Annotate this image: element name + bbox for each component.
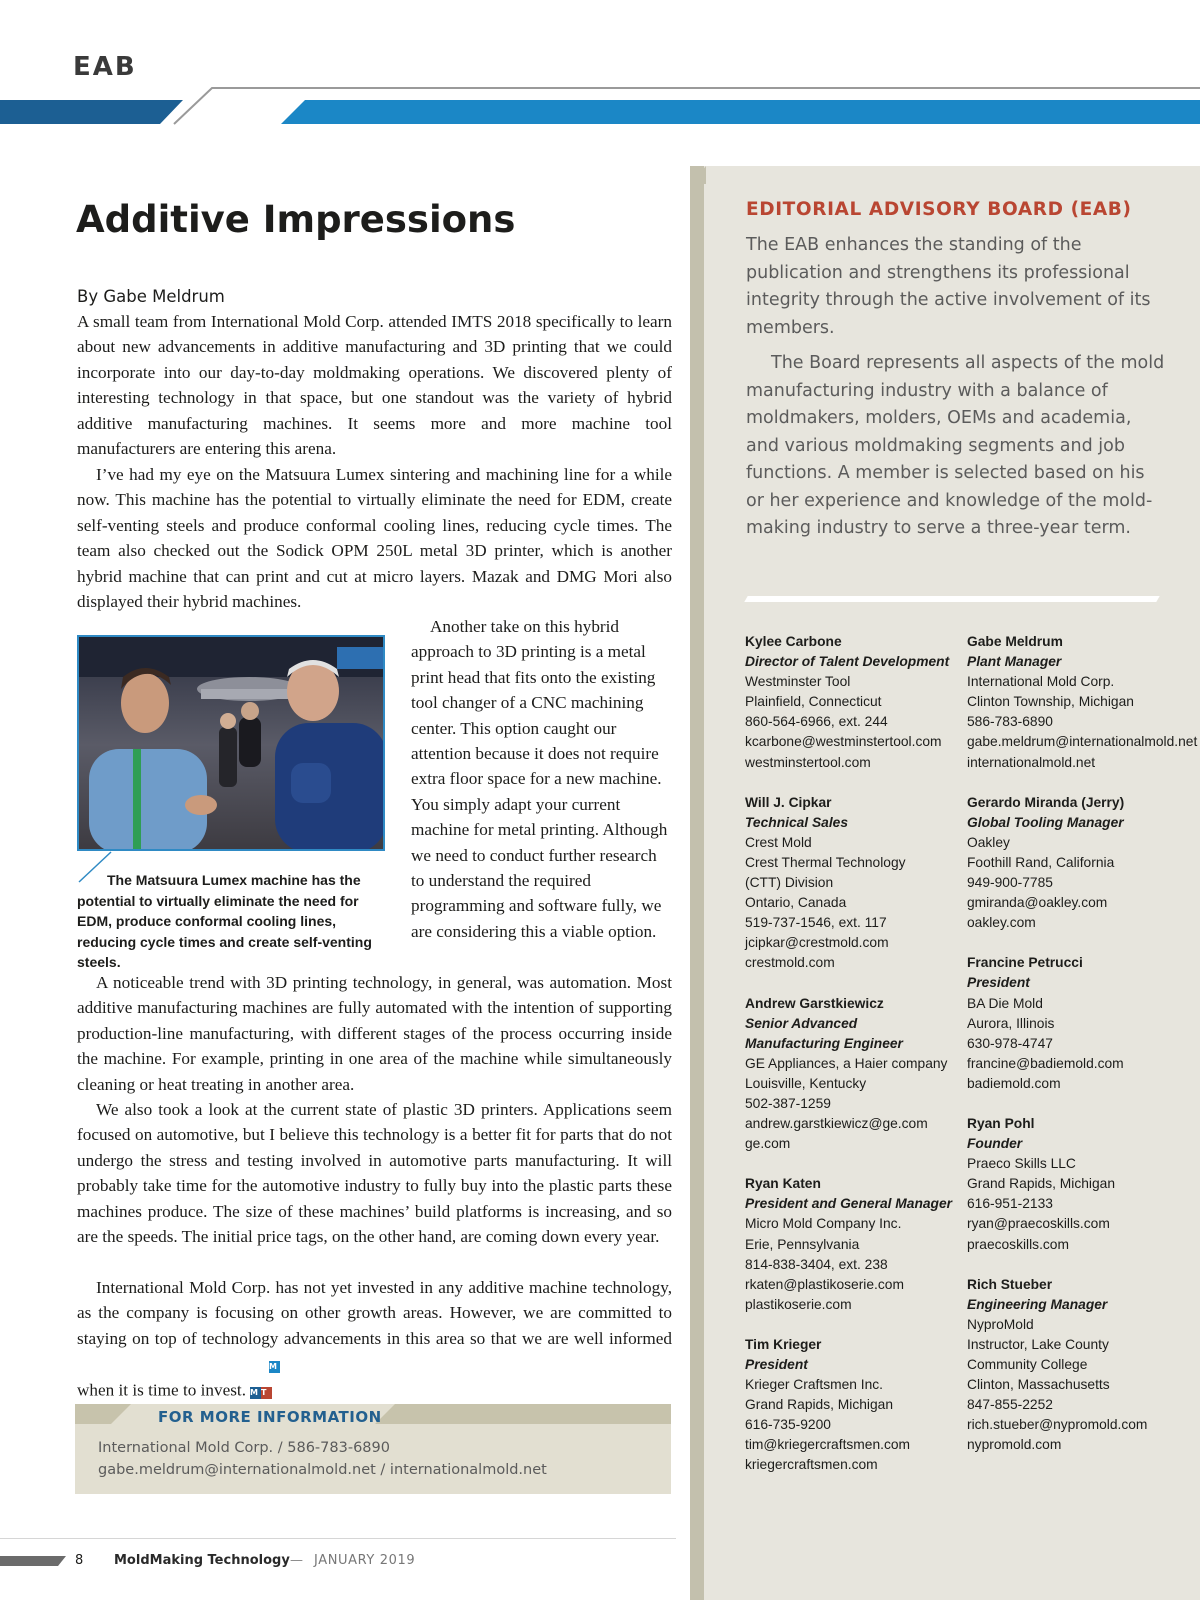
member-detail: Clinton Township, Michigan <box>967 694 1134 710</box>
eab-board-paragraph: The Board represents all aspects of the mold manufacturing industry with a balance of moldmakers, molders, OEMs and academia, and various moldmaking segments and job functions. A member is selected based on his or her experience and knowledge of the mold-making industry to serve a three-year term. <box>746 353 1165 538</box>
end-mark-letter: T <box>261 1387 272 1399</box>
member-job-title: Engineering Manager <box>967 1296 1108 1312</box>
member-detail: 519-737-1546, ext. 117 <box>745 915 887 931</box>
member-detail: 630-978-4747 <box>967 1035 1053 1051</box>
eab-members-right-column <box>967 632 1198 1475</box>
member-detail: BA Die Mold <box>967 995 1043 1011</box>
member-website[interactable]: westminstertool.com <box>745 754 871 770</box>
footer-slash-bar <box>0 1555 70 1567</box>
member-detail: GE Appliances, a Haier company <box>745 1055 948 1071</box>
eab-heading: EDITORIAL ADVISORY BOARD (EAB) <box>746 199 1132 220</box>
member-website[interactable]: badiemold.com <box>967 1075 1061 1091</box>
member-job-title: President and General Manager <box>745 1196 953 1212</box>
member-detail: Micro Mold Company Inc. <box>745 1216 902 1232</box>
page-number: 8 <box>75 1553 84 1568</box>
article-byline: By Gabe Meldrum <box>77 287 225 306</box>
more-info-web-line: gabe.meldrum@internationalmold.net / internationalmold.net <box>98 1462 547 1478</box>
member-website[interactable]: nypromold.com <box>967 1437 1062 1453</box>
eab-members-left-column <box>745 632 960 1496</box>
member-email[interactable]: ryan@praecoskills.com <box>967 1216 1110 1232</box>
member-detail: 949-900-7785 <box>967 875 1053 891</box>
member-detail: Louisville, Kentucky <box>745 1075 867 1091</box>
publication-name: MoldMaking Technology <box>114 1553 290 1568</box>
member-name: Andrew Garstkiewicz <box>745 995 884 1011</box>
member-email[interactable]: rich.stueber@nypromold.com <box>967 1417 1148 1433</box>
member-name: Tim Krieger <box>745 1336 822 1352</box>
eab-member-entry <box>745 632 960 773</box>
member-detail: Foothill Rand, California <box>967 854 1115 870</box>
member-email[interactable]: francine@badiemold.com <box>967 1055 1124 1071</box>
member-detail: Aurora, Illinois <box>967 1015 1055 1031</box>
more-info-heading: FOR MORE INFORMATION <box>158 1408 382 1426</box>
member-detail: 502-387-1259 <box>745 1095 831 1111</box>
eab-member-entry <box>967 632 1198 773</box>
issue-date: JANUARY 2019 <box>314 1553 416 1568</box>
member-detail: 814-838-3404, ext. 238 <box>745 1256 888 1272</box>
member-job-title: President <box>745 1357 808 1372</box>
member-detail: Crest Mold <box>745 834 812 850</box>
member-detail: Praeco Skills LLC <box>967 1156 1076 1172</box>
member-detail: (CTT) Division <box>745 875 834 891</box>
member-website[interactable]: ge.com <box>745 1136 791 1152</box>
member-job-title: Founder <box>967 1136 1023 1152</box>
eab-member-entry <box>745 793 960 974</box>
member-website[interactable]: plastikoserie.com <box>745 1296 852 1312</box>
member-detail: 860-564-6966, ext. 244 <box>745 714 888 730</box>
member-name: Will J. Cipkar <box>745 794 832 810</box>
eab-member-entry <box>967 1114 1182 1255</box>
article-title: Additive Impressions <box>76 198 516 241</box>
member-detail: Ontario, Canada <box>745 895 847 911</box>
more-info-contact-line: International Mold Corp. / 586-783-6890 <box>98 1440 390 1456</box>
member-website[interactable]: kriegercraftsmen.com <box>745 1457 878 1473</box>
member-detail: 616-951-2133 <box>967 1196 1053 1212</box>
member-name: Rich Stueber <box>967 1276 1053 1292</box>
article-paragraph-5: We also took a look at the current state of plastic 3D printers. Applications seem focused on automotive, but I believe this technology is a better fit for parts that do not undergo the stress and testing involved in automotive parts manufacturing. It will probably take time for the automotive industry to fully buy into the plastic parts these machines produce. The size of these machines’ build platforms is increasing, and so are the speeds. The initial price tags, on the other hand, are coming down every year. <box>77 1100 672 1247</box>
member-name: Francine Petrucci <box>967 955 1083 971</box>
member-detail: Crest Thermal Technology <box>745 854 906 870</box>
member-job-title: Technical Sales <box>745 814 849 830</box>
member-name: Gabe Meldrum <box>967 634 1063 649</box>
member-email[interactable]: jcipkar@crestmold.com <box>745 935 889 951</box>
sidebar-edge-bar <box>690 166 704 1600</box>
member-detail: Oakley <box>967 834 1010 850</box>
member-name: Ryan Pohl <box>967 1115 1035 1131</box>
member-detail: Erie, Pennsylvania <box>745 1236 860 1252</box>
member-email[interactable]: tim@kriegercraftsmen.com <box>745 1437 911 1453</box>
eab-member-entry <box>745 1174 960 1315</box>
article-paragraph-1: A small team from International Mold Corp. attended IMTS 2018 specifically to learn about new advancements in additive manufacturing and 3D printing that we could incorporate into our day-to-day moldmaking operations. We discovered plenty of interesting technology in that space, but one standout was the variety of hybrid additive manufacturing machines. It seems more and more machine tool manufacturers are entering this arena. <box>77 312 672 459</box>
member-job-title: Manufacturing Engineer <box>745 1035 903 1051</box>
eab-divider <box>744 596 1159 602</box>
member-email[interactable]: gabe.meldrum@internationalmold.net <box>967 734 1198 750</box>
member-email[interactable]: rkaten@plastikoserie.com <box>745 1276 904 1292</box>
member-job-title: President <box>967 975 1030 991</box>
eab-member-entry <box>745 1335 960 1476</box>
member-detail: NyproMold <box>967 1316 1034 1332</box>
eab-intro-paragraph: The EAB enhances the standing of the publication and strengthens its professional integrity through the active involvement of its members. <box>746 235 1151 338</box>
header-banner <box>0 86 1200 128</box>
article-photo <box>77 635 385 851</box>
member-name: Ryan Katen <box>745 1176 821 1192</box>
footer-rule <box>0 1538 676 1539</box>
member-website[interactable]: praecoskills.com <box>967 1236 1069 1252</box>
article-paragraph-4: A noticeable trend with 3D printing technology, in general, was automation. Most additive manufacturing machines are fully automated with the intention of supporting production-line manufacturing, with different stages of the process occurring inside the machine. For example, printing in one area of the machine while simultaneously cleaning or heat treating in another area. <box>77 973 672 1094</box>
member-job-title: Global Tooling Manager <box>967 814 1124 830</box>
section-label: EAB <box>73 52 137 82</box>
article-paragraph-6 <box>77 1275 672 1403</box>
mmt-end-mark <box>250 1351 283 1397</box>
footer-dash: — <box>290 1553 303 1568</box>
sidebar-corner-notch <box>688 160 708 184</box>
eab-member-entry <box>745 994 960 1155</box>
eab-member-entry <box>967 793 1182 934</box>
member-website[interactable]: crestmold.com <box>745 955 835 971</box>
article-paragraph-3: Another take on this hybrid approach to 3D printing is a metal print head that fits onto the existing tool changer of a CNC machining center. This option caught our attention because it does not require extra floor space for a new machine. You simply adapt your current machine for metal printing. Although we need to conduct further research to understand the required programming and software fully, we are considering this a viable option. <box>411 617 668 941</box>
member-job-title: Plant Manager <box>967 654 1062 670</box>
member-email[interactable]: kcarbone@westminstertool.com <box>745 734 942 750</box>
member-detail: 586-783-6890 <box>967 714 1053 730</box>
article-paragraph-2: I’ve had my eye on the Matsuura Lumex sintering and machining line for a while now. This machine has the potential to virtually eliminate the need for EDM, create self-venting steels and produce conformal cooling lines, reducing cycle times. The team also checked out the Sodick OPM 250L metal 3D printer, which is another hybrid machine that can print and cut at micro layers. Mazak and DMG Mori also displayed their hybrid machines. <box>77 465 672 612</box>
member-website[interactable]: internationalmold.net <box>967 754 1096 770</box>
member-detail: Clinton, Massachusetts <box>967 1377 1110 1393</box>
member-detail: 616-735-9200 <box>745 1417 831 1433</box>
article-paragraph-6-text: International Mold Corp. has not yet invested in any additive machine technology, as the company is focusing on other growth areas. However, we are committed to staying on top of technology advancements in this area so that we are well informed when it is time to invest. <box>77 1278 672 1400</box>
member-detail: Krieger Craftsmen Inc. <box>745 1377 884 1393</box>
member-website[interactable]: oakley.com <box>967 915 1036 931</box>
member-name: Kylee Carbone <box>745 634 842 649</box>
eab-member-entry <box>967 953 1182 1094</box>
member-detail: Community College <box>967 1357 1088 1372</box>
member-job-title: Director of Talent Development <box>745 654 950 670</box>
trade-show-photo-illustration <box>79 637 385 851</box>
member-detail: 847-855-2252 <box>967 1397 1053 1413</box>
end-mark-letter: M <box>250 1387 261 1399</box>
end-mark-letter: M <box>269 1361 280 1373</box>
member-email[interactable]: gmiranda@oakley.com <box>967 895 1108 911</box>
member-detail: Plainfield, Connecticut <box>745 694 882 710</box>
eab-member-entry <box>967 1275 1182 1456</box>
member-detail: Instructor, Lake County <box>967 1336 1109 1352</box>
member-detail: Grand Rapids, Michigan <box>967 1176 1116 1192</box>
member-job-title: Senior Advanced <box>745 1015 858 1031</box>
member-detail: International Mold Corp. <box>967 674 1115 690</box>
member-detail: Grand Rapids, Michigan <box>745 1397 894 1413</box>
member-email[interactable]: andrew.garstkiewicz@ge.com <box>745 1116 928 1132</box>
photo-caption: The Matsuura Lumex machine has the potential to virtually eliminate the need for EDM, produce conformal cooling lines, reducing cycle times and create self-venting steels. <box>77 872 372 970</box>
member-name: Gerardo Miranda (Jerry) <box>967 794 1125 810</box>
member-detail: Westminster Tool <box>745 674 851 690</box>
